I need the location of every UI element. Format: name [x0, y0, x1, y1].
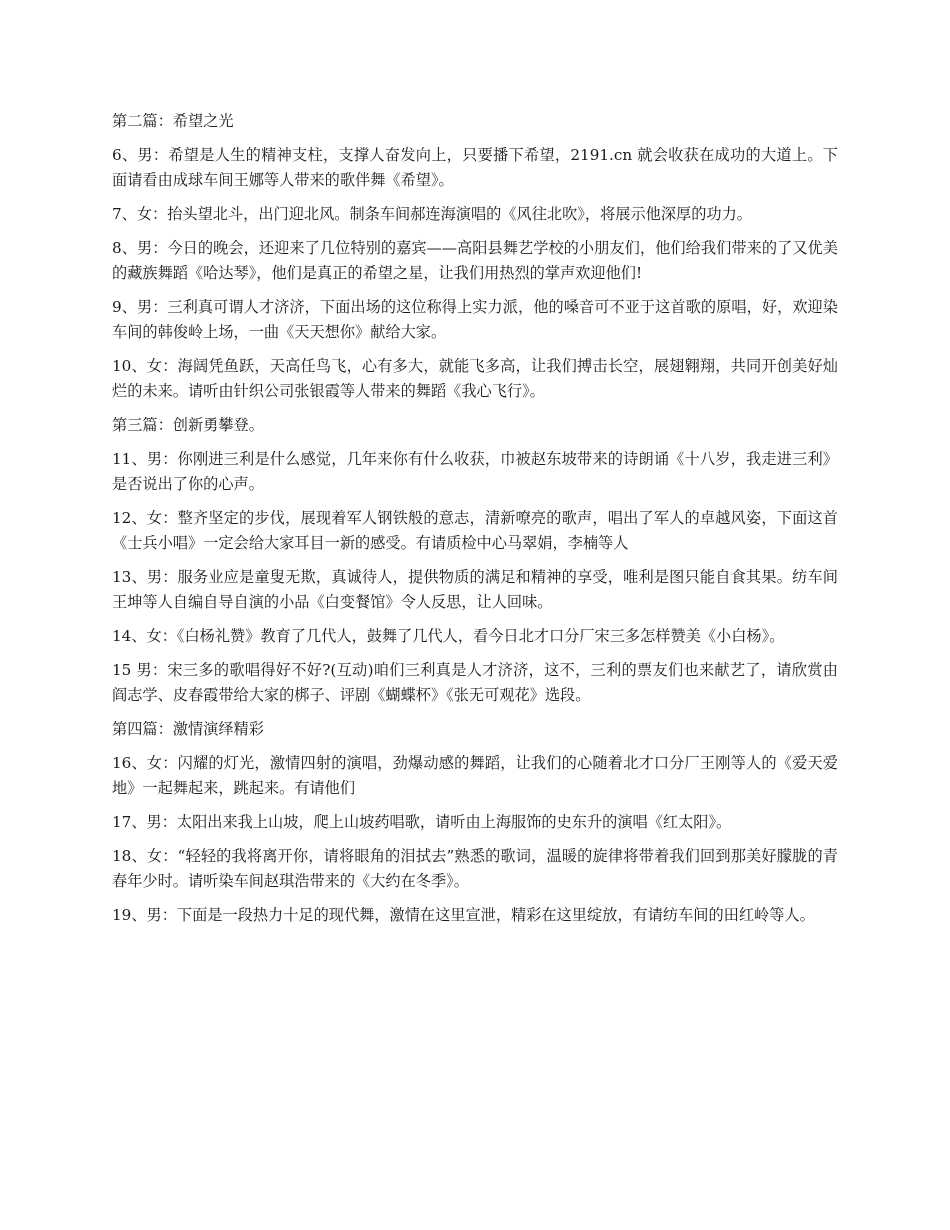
paragraph-7: 7、女：抬头望北斗，出门迎北风。制条车间郝连海演唱的《风往北吹》，将展示他深厚的功力。: [112, 205, 752, 223]
paragraph-17: 17、男：太阳出来我上山坡，爬上山坡药唱歌，请听由上海服饰的史东升的演唱《红太阳》。: [112, 813, 732, 831]
paragraph-10: 10、女：海阔凭鱼跃，天高任鸟飞，心有多大，就能飞多高，让我们搏击长空，展翅翱翔，共同开创美好灿烂的未来。请听由针织公司张银霞等人带来的舞蹈《我心飞行》。: [112, 357, 838, 400]
paragraph-8: 8、男：今日的晚会，还迎来了几位特别的嘉宾——高阳县舞艺学校的小朋友们，他们给我们带来的了又优美的藏族舞蹈《哈达琴》，他们是真正的希望之星，让我们用热烈的掌声欢迎他们!: [112, 239, 838, 282]
paragraph-16: 16、女：闪耀的灯光，激情四射的演唱，劲爆动感的舞蹈，让我们的心随着北才口分厂王刚等人的《爱天爱地》一起舞起来，跳起来。有请他们: [112, 754, 838, 797]
paragraph-11: 11、男：你刚进三利是什么感觉，几年来你有什么收获，巾被赵东坡带来的诗朗诵《十八岁，我走进三利》是否说出了你的心声。: [112, 450, 838, 493]
paragraph-14: 14、女：《白杨礼赞》教育了几代人，鼓舞了几代人，看今日北才口分厂宋三多怎样赞美《小白杨》。: [112, 627, 785, 645]
paragraph-9: 9、男：三利真可谓人才济济，下面出场的这位称得上实力派，他的嗓音可不亚于这首歌的原唱，好，欢迎染车间的韩俊岭上场，一曲《天天想你》献给大家。: [112, 298, 838, 341]
section-heading-3: 第三篇：创新勇攀登。: [112, 416, 264, 434]
paragraph-12: 12、女：整齐坚定的步伐，展现着军人钢铁般的意志，清新嘹亮的歌声，唱出了军人的卓越风姿，下面这首《士兵小唱》一定会给大家耳目一新的感受。有请质检中心马翠娟，李楠等人: [112, 509, 838, 552]
paragraph-6: 6、男：希望是人生的精神支柱，支撑人奋发向上，只要播下希望，2191.cn 就会收获在成功的大道上。下面请看由成球车间王娜等人带来的歌伴舞《希望》。: [112, 146, 838, 189]
paragraph-18: 18、女：“轻轻的我将离开你，请将眼角的泪拭去”熟悉的歌词，温暖的旋律将带着我们回到那美好朦胧的青春年少时。请听染车间赵琪浩带来的《大约在冬季》。: [112, 847, 838, 890]
paragraph-19: 19、男：下面是一段热力十足的现代舞，激情在这里宣泄，精彩在这里绽放，有请纺车间的田红岭等人。: [112, 906, 815, 924]
section-heading-4: 第四篇：激情演绎精彩: [112, 720, 264, 738]
section-heading-2: 第二篇：希望之光: [112, 112, 234, 130]
paragraph-15: 15 男：宋三多的歌唱得好不好?(互动)咱们三利真是人才济济，这不，三利的票友们也来献艺了，请欣赏由阎志学、皮春霞带给大家的梆子、评剧《蝴蝶杯》《张无可观花》选段。: [112, 661, 838, 704]
document-body: [112, 109, 838, 937]
paragraph-13: 13、男：服务业应是童叟无欺，真诚待人，提供物质的满足和精神的享受，唯利是图只能自食其果。纺车间王坤等人自编自导自演的小品《白变餐馆》令人反思，让人回味。: [112, 568, 838, 611]
